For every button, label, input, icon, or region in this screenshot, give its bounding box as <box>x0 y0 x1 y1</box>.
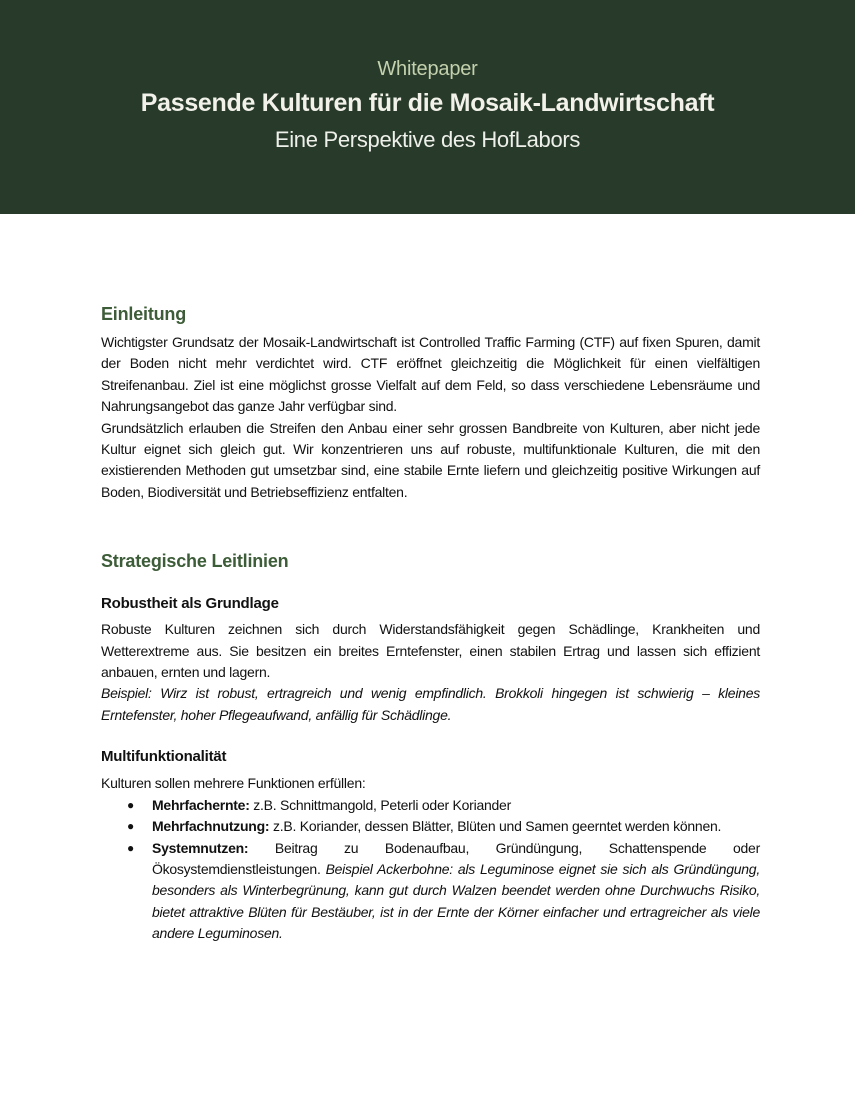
multifunctionality-list <box>101 795 760 945</box>
document-body <box>101 300 760 945</box>
list-item <box>101 795 760 816</box>
intro-paragraph-2: Grundsätzlich erlauben die Streifen den Anbau einer sehr grossen Bandbreite von Kulturen, aber nicht jede Kultur eignet sich gleich gut. Wir konzentrieren uns auf robuste, multifunktionale Kulturen, die mit den existierenden Methoden gut umsetzbar sind, eine stabile Ernte liefern und gleichzeitig positive Wirkungen auf Boden, Biodiversität und Betriebseffizienz entfalten. <box>101 419 760 500</box>
list-item-text: z.B. Koriander, dessen Blätter, Blüten und Samen geerntet werden können. <box>269 818 722 835</box>
list-item <box>101 838 760 945</box>
section-heading-intro: Einleitung <box>101 304 186 324</box>
list-item-term: Mehrfachnutzung: <box>152 818 270 835</box>
bullet-icon: ● <box>127 840 134 855</box>
multifunctionality-intro: Kulturen sollen mehrere Funktionen erfüllen: <box>101 775 366 792</box>
list-item-text: z.B. Schnittmangold, Peterli oder Koriander <box>249 796 512 813</box>
document-type-label: Whitepaper <box>377 58 478 80</box>
list-item-example: Beispiel Ackerbohne: als Leguminose eignet sie sich als Gründüngung, besonders als Winterbegrünung, kann gut durch Walzen beendet werden ohne Durchwuchs Risiko, bietet attraktive Blüten für Bestäuber, ist in der Ernte der Körner einfacher und ertragreicher als viele andere Leguminosen. <box>152 860 760 942</box>
header-banner <box>0 0 855 214</box>
robustness-example: Beispiel: Wirz ist robust, ertragreich und wenig empfindlich. Brokkoli hingegen ist schwierig – kleines Erntefenster, hoher Pflegeaufwand, anfällig für Schädlinge. <box>101 685 760 723</box>
robustness-paragraph: Robuste Kulturen zeichnen sich durch Widerstandsfähigkeit gegen Schädlinge, Krankheiten und Wetterextreme aus. Sie besitzen ein breites Erntefenster, einen stabilen Ertrag und lassen sich effizient anbauen, ernten und lagern. <box>101 621 760 681</box>
section-heading-strategy: Strategische Leitlinien <box>101 551 289 572</box>
list-item-text: Beitrag zu Bodenaufbau, Gründüngung, Schattenspende oder Ökosystemdienstleistungen. <box>152 839 760 877</box>
multifunctionality-body <box>101 773 760 944</box>
list-item <box>101 816 760 837</box>
page-subtitle: Eine Perspektive des HofLabors <box>274 127 581 152</box>
list-item-term: Systemnutzen: <box>152 839 249 856</box>
intro-body <box>101 332 760 503</box>
robustness-body <box>101 619 760 726</box>
subheading-multifunctionality: Multifunktionalität <box>101 748 227 766</box>
intro-paragraph-1: Wichtigster Grundsatz der Mosaik-Landwirtschaft ist Controlled Traffic Farming (CTF) auf fixen Spuren, damit der Boden nicht mehr verdichtet wird. CTF eröffnet gleichzeitig die Möglichkeit für einen vielfältigen Streifenanbau. Ziel ist eine möglichst grosse Vielfalt auf dem Feld, so dass verschiedene Lebensräume und Nahrungsangebot das ganze Jahr verfügbar sind. <box>101 334 760 415</box>
page-title: Passende Kulturen für die Mosaik-Landwirtschaft <box>140 89 715 117</box>
bullet-icon: ● <box>127 797 134 812</box>
list-item-term: Mehrfachernte: <box>152 796 250 813</box>
subheading-robustness: Robustheit als Grundlage <box>101 595 279 613</box>
bullet-icon: ● <box>127 819 134 834</box>
